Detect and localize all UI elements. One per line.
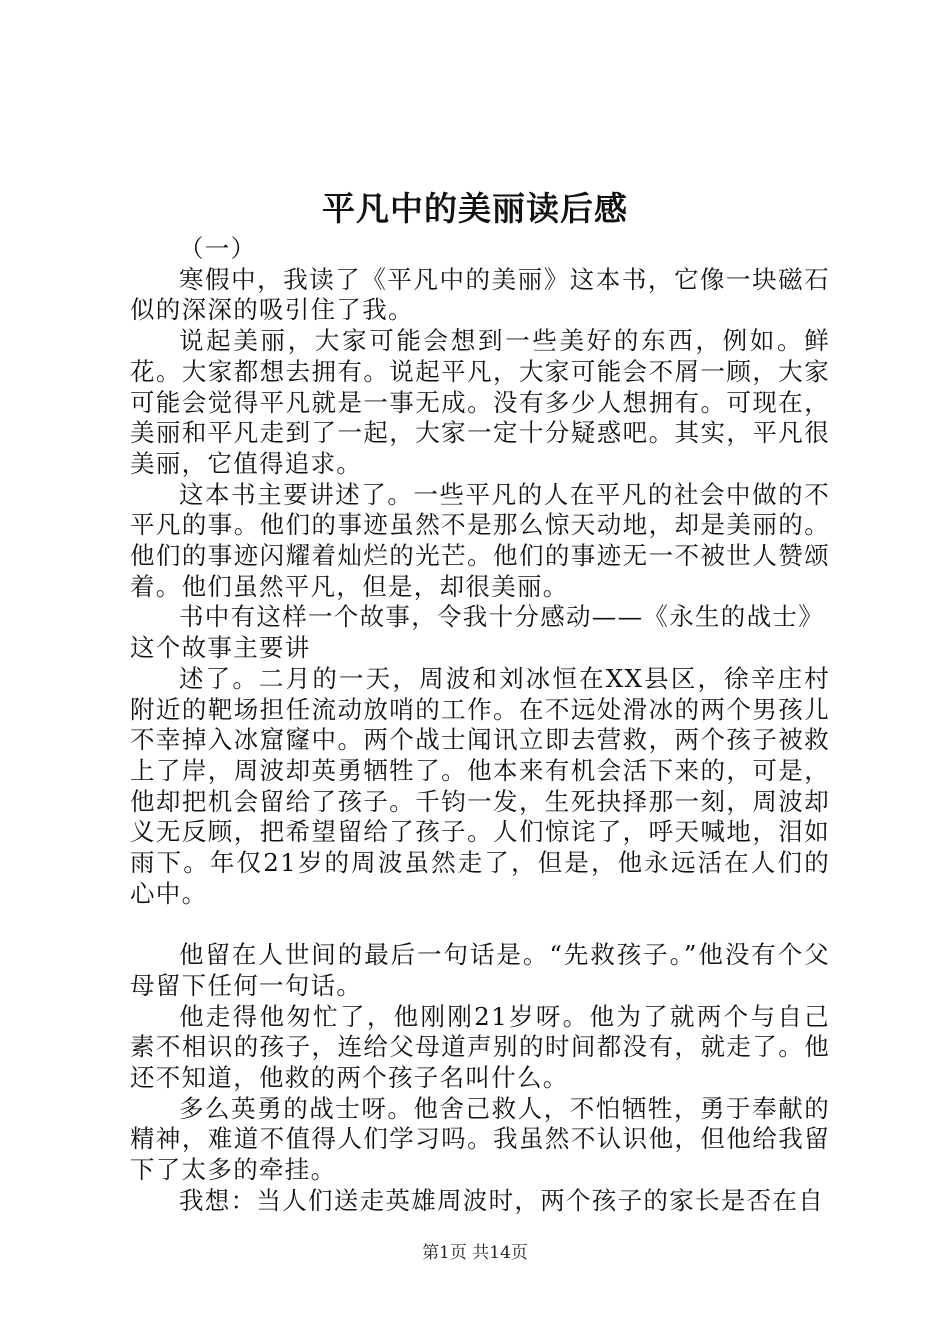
document-title: 平凡中的美丽读后感	[322, 189, 628, 228]
paragraph: 他走得他匆忙了，他刚刚21岁呀。他为了就两个与自己素不相识的孩子，连给父母道声别的时间都没有，就走了。他还不知道，他救的两个孩子名叫什么。	[130, 1001, 830, 1092]
paragraph: 多么英勇的战士呀。他舍己救人，不怕牺牲，勇于奉献的精神，难道不值得人们学习吗。我虽然不认识他，但他给我留下了太多的牵挂。	[130, 1093, 830, 1185]
paragraph: 说起美丽，大家可能会想到一些美好的东西，例如。鲜花。大家都想去拥有。说起平凡，大家可能会不屑一顾，大家可能会觉得平凡就是一事无成。没有多少人想拥有。可现在，美丽和平凡走到了一起，大家一定十分疑惑吧。其实，平凡很美丽，它值得追求。	[130, 326, 830, 478]
document-body	[130, 234, 830, 1216]
paragraph: 他留在人世间的最后一句话是。“先救孩子。”他没有个父母留下任何一句话。	[130, 940, 830, 1000]
paragraph: 述了。二月的一天，周波和刘冰恒在XX县区，徐辛庄村附近的靶场担任流动放哨的工作。在不远处滑冰的两个男孩儿不幸掉入冰窟窿中。两个战士闻讯立即去营救，两个孩子被救上了岸，周波却英勇牺牲了。他本来有机会活下来的，可是，他却把机会留给了孩子。千钧一发，生死抉择那一刻，周波却义无反顾，把希望留给了孩子。人们惊诧了，呼天喊地，泪如雨下。年仅21岁的周波虽然走了，但是，他永远活在人们的心中。	[130, 663, 830, 908]
paragraph: 书中有这样一个故事，令我十分感动——《永生的战士》这个故事主要讲	[130, 602, 824, 663]
paragraph: 这本书主要讲述了。一些平凡的人在平凡的社会中做的不平凡的事。他们的事迹虽然不是那么惊天动地，却是美丽的。他们的事迹闪耀着灿烂的光芒。他们的事迹无一不被世人赞颂着。他们虽然平凡，但是，却很美丽。	[130, 479, 830, 601]
page-number-footer: 第1页 共14页	[422, 1243, 528, 1263]
section-marker: （一）	[179, 234, 257, 263]
paragraph: 我想：当人们送走英雄周波时，两个孩子的家长是否在自	[179, 1185, 824, 1215]
blank-line	[130, 909, 830, 940]
paragraph: 寒假中，我读了《平凡中的美丽》这本书，它像一块磁石似的深深的吸引住了我。	[130, 264, 830, 325]
